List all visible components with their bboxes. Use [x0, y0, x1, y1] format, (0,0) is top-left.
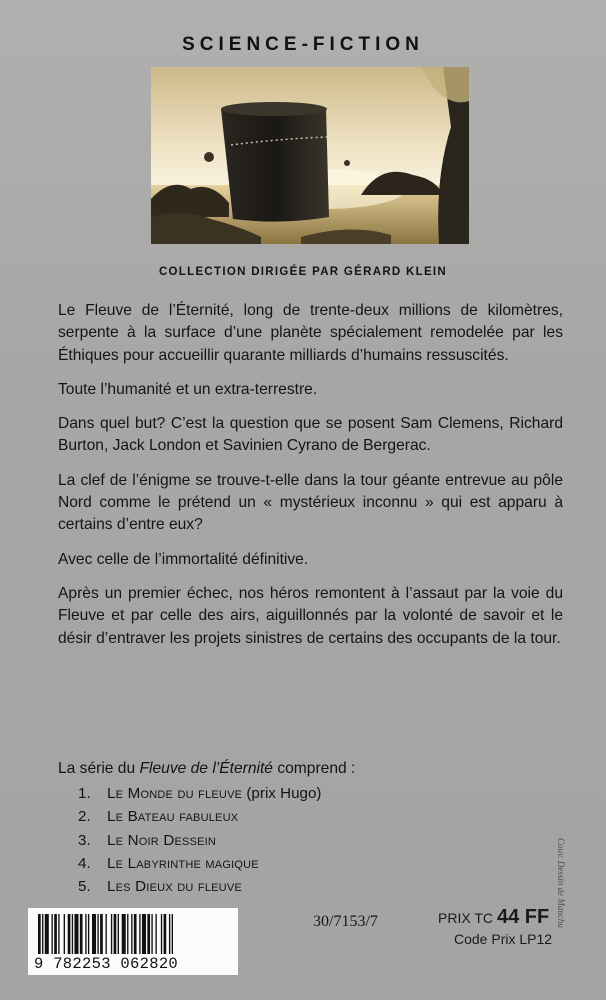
series-volume-list	[78, 782, 498, 898]
cover-illustration	[151, 67, 469, 244]
volume-number: 2.	[78, 808, 91, 826]
list-item	[78, 875, 498, 898]
volume-title: Le Labyrinthe magique	[107, 854, 259, 872]
illustration-scene	[151, 67, 469, 244]
series-intro-title: Fleuve de l’Éternité	[139, 760, 273, 777]
collection-editor-line: COLLECTION DIRIGÉE PAR GÉRARD KLEIN	[158, 266, 448, 278]
series-title: SCIENCE-FICTION	[182, 34, 424, 55]
blurb-paragraph: Après un premier échec, nos héros remontent à l’assaut par la voie du Fleuve et par celle des airs, aiguillonnés par la volonté de savoir et le désir d’entraver les projets sinistres de certains des occupants de la tour.	[58, 584, 563, 647]
isbn-number: 9 782253 062820	[34, 955, 179, 973]
price-code: Code Prix LP12	[454, 931, 553, 947]
volume-number: 1.	[78, 785, 91, 802]
volume-title: Les Dieux du fleuve	[107, 878, 242, 896]
price-amount: 44 FF	[496, 906, 550, 928]
price-label: PRIX TC	[438, 910, 493, 926]
blurb-paragraph: La clef de l’énigme se trouve-t-elle dans la tour géante entrevue au pôle Nord comme le prétend un « mystérieux inconnu » qui est apparu à certains d’entre eux?	[58, 471, 563, 534]
volume-number: 5.	[78, 878, 91, 896]
volume-title: Le Noir Dessein	[107, 831, 217, 849]
reference-number: 30/7153/7	[313, 913, 378, 930]
blurb-paragraph: Toute l’humanité et un extra-terrestre.	[58, 380, 318, 398]
barcode-panel	[28, 908, 238, 975]
volume-number: 3.	[78, 831, 91, 849]
list-item	[78, 829, 498, 852]
series-intro-after: comprend :	[272, 760, 356, 777]
volume-title: Le Monde du fleuve	[107, 785, 243, 802]
price	[438, 906, 549, 929]
cover-credit: Couv. Dessin de Manchu	[556, 838, 566, 928]
series-intro	[58, 758, 558, 780]
barcode-icon	[36, 914, 230, 954]
volume-note: (prix Hugo)	[242, 785, 322, 802]
list-item	[78, 782, 498, 805]
volume-number: 4.	[78, 854, 91, 872]
list-item	[78, 852, 498, 875]
blurb-paragraph: Dans quel but? C’est la question que se posent Sam Clemens, Richard Burton, Jack London et Savinien Cyrano de Bergerac.	[58, 415, 563, 455]
blurb-paragraph: Avec celle de l’immortalité définitive.	[58, 550, 309, 568]
series-intro-before: La série du	[58, 760, 140, 777]
back-cover-blurb	[58, 300, 563, 662]
volume-title: Le Bateau fabuleux	[107, 808, 239, 826]
blurb-paragraph: Le Fleuve de l’Éternité, long de trente-deux millions de kilomètres, serpente à la surface d’une planète spécialement remodelée par les Éthiques pour accueillir quarante milliards d’humains ressuscités.	[58, 302, 563, 364]
list-item	[78, 805, 498, 828]
